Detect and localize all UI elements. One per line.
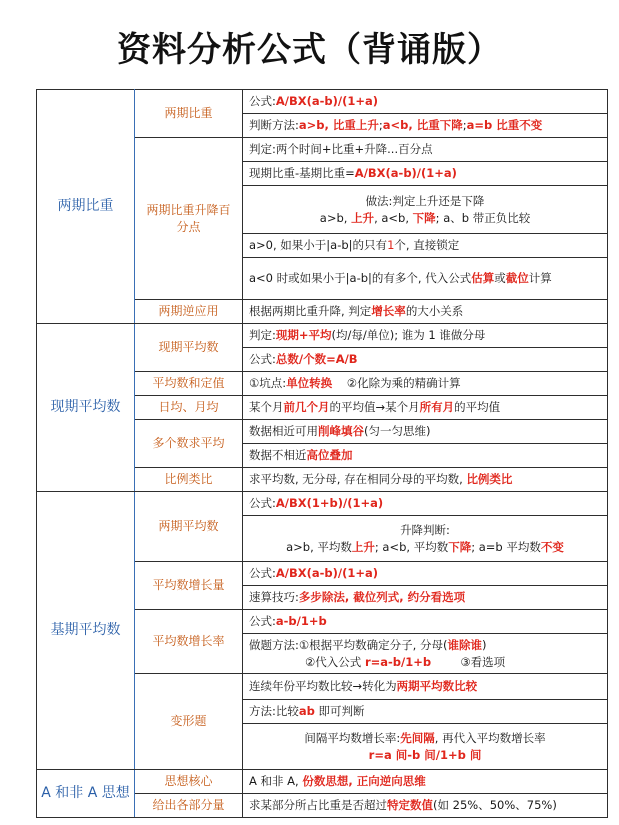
- subtopic-ping-jun-shu-zeng-zhang-liang: 平均数增长量: [135, 562, 243, 610]
- subtopic-liang-qi-ni-ying-yong: 两期逆应用: [135, 300, 243, 324]
- text-row: 求某部分所占比重是否超过特定数值(如 25%、50%、75%): [243, 794, 608, 818]
- method-heading: 做法:判定上升还是下降: [365, 193, 485, 208]
- text-row: A 和非 A, 份数思想, 正向逆向思维: [243, 770, 608, 794]
- subtopic-bi-li-lei-bi: 比例类比: [135, 468, 243, 492]
- subtopic-duo-ge-shu-qiu-ping-jun: 多个数求平均: [135, 420, 243, 468]
- formula-row: 公式:A/BX(1+b)/(1+a): [243, 492, 608, 516]
- text-row: a<0 时或如果小于|a-b|的有多个, 代入公式估算或截位计算: [243, 258, 608, 300]
- interval-growth-formula: r=a 间-b 间/1+b 间: [368, 747, 482, 762]
- method-row: [243, 634, 608, 674]
- subtopic-bi-zhong-percent-points: 两期比重升降百分点: [135, 138, 243, 300]
- method-step-1: 做题方法:①根据平均数确定分子, 分母(谁除谁): [249, 637, 487, 652]
- formula-row: 公式:A/BX(a-b)/(1+a): [243, 90, 608, 114]
- subtopic-si-xiang-he-xin: 思想核心: [135, 770, 243, 794]
- formula-row: 公式:a-b/1+b: [243, 610, 608, 634]
- text-row: ①坑点:单位转换 ②化除为乘的精确计算: [243, 372, 608, 396]
- interval-growth-text: 间隔平均数增长率:先间隔, 再代入平均数增长率: [304, 730, 546, 745]
- formula-row: 公式:A/BX(a-b)/(1+a): [243, 562, 608, 586]
- category-ji-qi-ping-jun-shu: 基期平均数: [37, 492, 135, 770]
- formula-row: 公式:总数/个数=A/B: [243, 348, 608, 372]
- subtopic-ri-jun-yue-jun: 日均、月均: [135, 396, 243, 420]
- text-row: 方法:比较ab 即可判断: [243, 700, 608, 724]
- category-a-he-fei-a: A 和非 A 思想: [37, 770, 135, 818]
- interval-growth-row: [243, 724, 608, 770]
- method-detail: a>b, 上升, a<b, 下降; a、b 带正负比较: [319, 210, 531, 225]
- text-row: 某个月前几个月的平均值→某个月所有月的平均值: [243, 396, 608, 420]
- judgement-heading: 升降判断:: [400, 522, 450, 537]
- subtopic-ping-jun-shu-he-ding-zhi: 平均数和定值: [135, 372, 243, 396]
- method-row: [243, 186, 608, 234]
- formula-row: 现期比重-基期比重=A/BX(a-b)/(1+a): [243, 162, 608, 186]
- method-step-2: ②代入公式 r=a-b/1+b ③看选项: [305, 654, 506, 669]
- judgement-row: [243, 516, 608, 562]
- formula-table: [36, 89, 607, 812]
- subtopic-liang-qi-bi-zhong: 两期比重: [135, 90, 243, 138]
- category-liang-qi-bi-zhong: 两期比重: [37, 90, 135, 324]
- judgement-row: 判断方法:a>b, 比重上升;a<b, 比重下降;a=b 比重不变: [243, 114, 608, 138]
- text-row: 数据相近可用削峰填谷(匀一匀思维): [243, 420, 608, 444]
- text-row: 根据两期比重升降, 判定增长率的大小关系: [243, 300, 608, 324]
- page-title: 资料分析公式（背诵版）: [117, 30, 502, 70]
- subtopic-xian-qi-ping-jun-shu: 现期平均数: [135, 324, 243, 372]
- judgement-detail: a>b, 平均数上升; a<b, 平均数下降; a=b 平均数不变: [286, 539, 564, 554]
- text-row: a>0, 如果小于|a-b|的只有1个, 直接锁定: [243, 234, 608, 258]
- subtopic-liang-qi-ping-jun-shu: 两期平均数: [135, 492, 243, 562]
- text-row: 数据不相近高位叠加: [243, 444, 608, 468]
- subtopic-ping-jun-shu-zeng-zhang-lv: 平均数增长率: [135, 610, 243, 674]
- category-xian-qi-ping-jun-shu: 现期平均数: [37, 324, 135, 492]
- text-row: 连续年份平均数比较→转化为两期平均数比较: [243, 674, 608, 700]
- subtopic-bian-xing-ti: 变形题: [135, 674, 243, 770]
- text-row: 求平均数, 无分母, 存在相同分母的平均数, 比例类比: [243, 468, 608, 492]
- text-row: 判定:现期+平均(均/每/单位); 谁为 1 谁做分母: [243, 324, 608, 348]
- text-row: 速算技巧:多步除法, 截位列式, 约分看选项: [243, 586, 608, 610]
- subtopic-gei-chu-ge-bu-fen-liang: 给出各部分量: [135, 794, 243, 818]
- text-row: 判定:两个时间+比重+升降...百分点: [243, 138, 608, 162]
